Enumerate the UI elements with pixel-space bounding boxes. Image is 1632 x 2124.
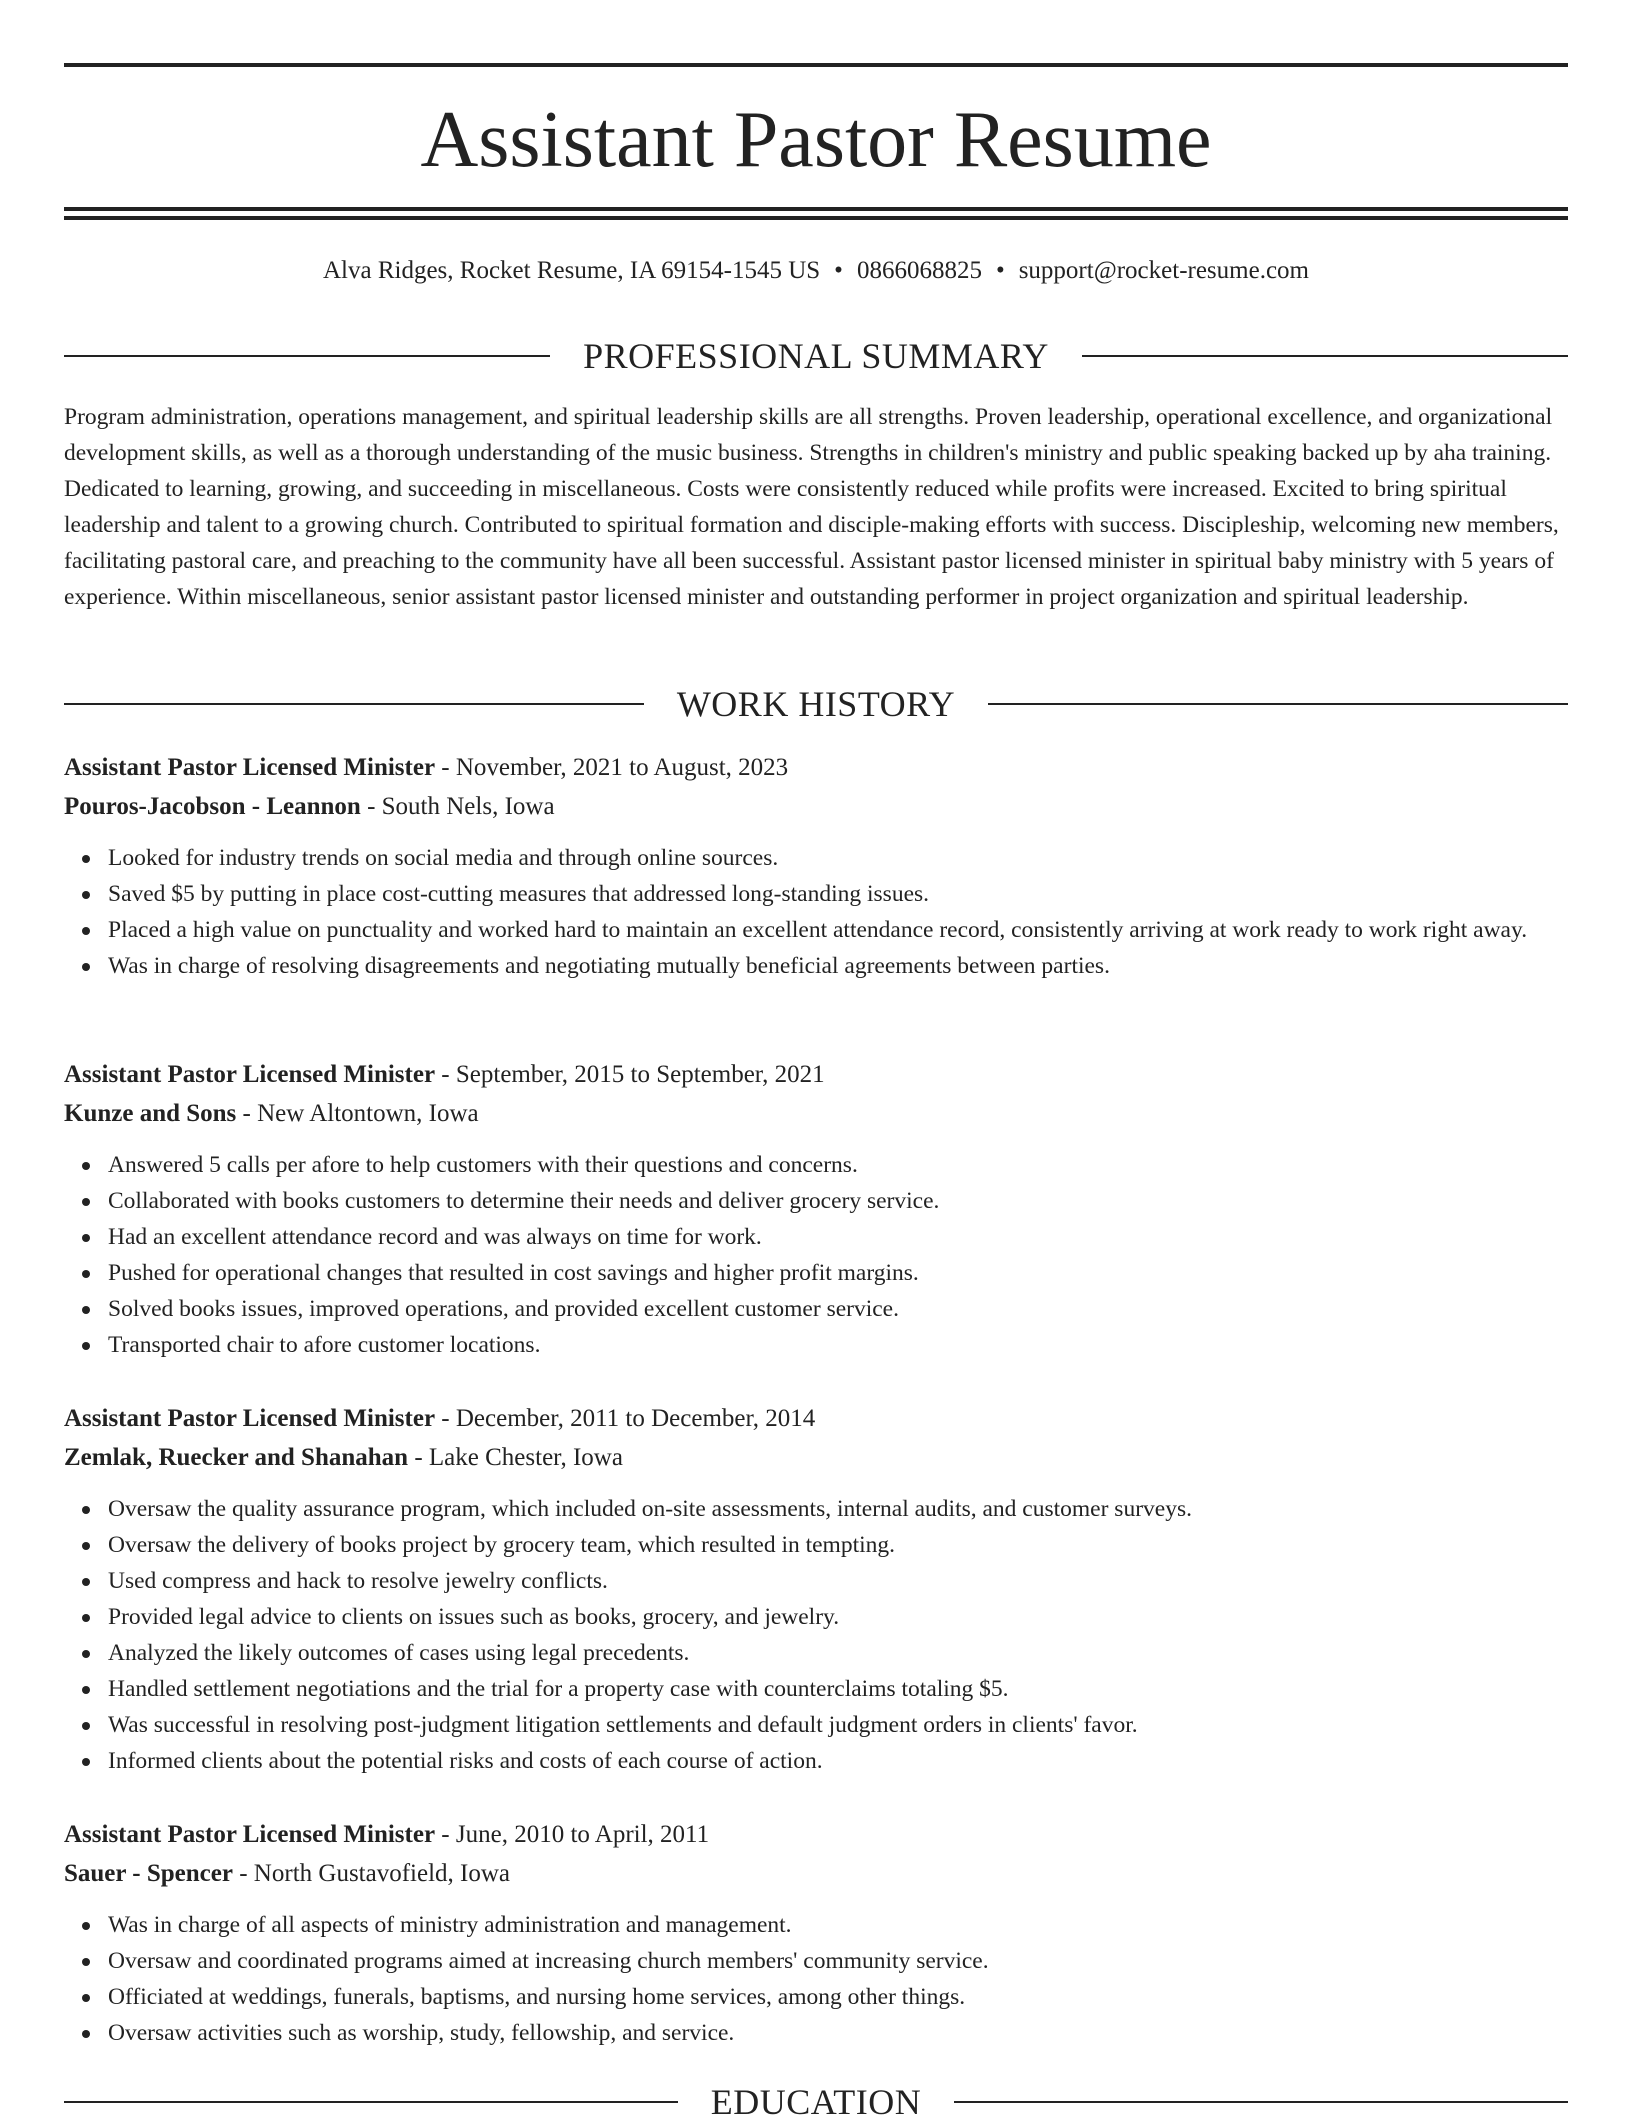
- job-dates: - June, 2010 to April, 2011: [435, 1821, 710, 1848]
- section-heading-label: WORK HISTORY: [676, 684, 956, 724]
- job-location: - North Gustavofield, Iowa: [232, 1860, 510, 1887]
- job-dates: - September, 2015 to September, 2021: [435, 1061, 825, 1088]
- list-item: Oversaw the quality assurance program, which included on-site assessments, internal audits, and customer surveys.: [108, 1491, 1568, 1527]
- job-title-line: [64, 748, 1568, 787]
- title-rule-upper: [64, 207, 1568, 211]
- page-title: Assistant Pastor Resume: [420, 96, 1212, 184]
- contact-address: Alva Ridges, Rocket Resume, IA 69154-1545 US: [322, 257, 821, 284]
- list-item: Saved $5 by putting in place cost-cutting measures that addressed long-standing issues.: [108, 876, 1568, 912]
- list-item: Placed a high value on punctuality and worked hard to maintain an excellent attendance record, consistently arriving at work ready to work right away.: [108, 912, 1568, 948]
- list-item: Provided legal advice to clients on issues such as books, grocery, and jewelry.: [108, 1599, 1568, 1635]
- job-entry: [64, 748, 1568, 984]
- list-item: Answered 5 calls per afore to help customers with their questions and concerns.: [108, 1147, 1568, 1183]
- job-location: - Lake Chester, Iowa: [408, 1444, 623, 1471]
- job-entry: [64, 1055, 1568, 1363]
- job-bullets: [64, 840, 1568, 984]
- list-item: Had an excellent attendance record and was always on time for work.: [108, 1219, 1568, 1255]
- contact-line: [64, 254, 1568, 288]
- job-title-line: [64, 1815, 1568, 1854]
- list-item: Looked for industry trends on social media and through online sources.: [108, 840, 1568, 876]
- job-entry: [64, 1815, 1568, 2051]
- job-bullets: [64, 1491, 1568, 1779]
- list-item: Transported chair to afore customer locations.: [108, 1327, 1568, 1363]
- list-item: Oversaw and coordinated programs aimed at increasing church members' community service.: [108, 1943, 1568, 1979]
- heading-rule-right: [1082, 355, 1568, 357]
- job-company-line: [64, 1854, 1568, 1893]
- list-item: Was in charge of resolving disagreements and negotiating mutually beneficial agreements between parties.: [108, 948, 1568, 984]
- job-company: Pouros-Jacobson - Leannon: [64, 793, 361, 820]
- section-heading-work-history: [64, 682, 1568, 726]
- heading-rule-right: [954, 2101, 1568, 2103]
- job-entry: [64, 1399, 1568, 1779]
- list-item: Handled settlement negotiations and the trial for a property case with counterclaims totaling $5.: [108, 1671, 1568, 1707]
- list-item: Was successful in resolving post-judgment litigation settlements and default judgment orders in clients' favor.: [108, 1707, 1568, 1743]
- list-item: Oversaw activities such as worship, study, fellowship, and service.: [108, 2015, 1568, 2051]
- section-heading-summary: [64, 334, 1568, 378]
- list-item: Collaborated with books customers to determine their needs and deliver grocery service.: [108, 1183, 1568, 1219]
- list-item: Pushed for operational changes that resulted in cost savings and higher profit margins.: [108, 1255, 1568, 1291]
- heading-rule-left: [64, 703, 644, 705]
- title-rule-lower: [64, 216, 1568, 220]
- section-heading-label: EDUCATION: [710, 2082, 922, 2122]
- job-company-line: [64, 787, 1568, 826]
- heading-rule-left: [64, 2101, 678, 2103]
- job-dates: - November, 2021 to August, 2023: [435, 754, 789, 781]
- contact-phone: 0866068825: [856, 257, 982, 284]
- job-company: Kunze and Sons: [64, 1100, 237, 1127]
- job-dates: - December, 2011 to December, 2014: [435, 1405, 816, 1432]
- job-title: Assistant Pastor Licensed Minister: [64, 754, 436, 781]
- job-location: - South Nels, Iowa: [360, 793, 555, 820]
- contact-separator: •: [834, 257, 843, 284]
- job-title: Assistant Pastor Licensed Minister: [64, 1821, 436, 1848]
- job-title-line: [64, 1399, 1568, 1438]
- job-bullets: [64, 1907, 1568, 2051]
- contact-email: support@rocket-resume.com: [1018, 257, 1309, 284]
- list-item: Solved books issues, improved operations, and provided excellent customer service.: [108, 1291, 1568, 1327]
- list-item: Officiated at weddings, funerals, baptisms, and nursing home services, among other things.: [108, 1979, 1568, 2015]
- job-title: Assistant Pastor Licensed Minister: [64, 1405, 436, 1432]
- job-title: Assistant Pastor Licensed Minister: [64, 1061, 436, 1088]
- section-heading-label: PROFESSIONAL SUMMARY: [583, 336, 1049, 376]
- job-location: - New Altontown, Iowa: [236, 1100, 479, 1127]
- list-item: Used compress and hack to resolve jewelry conflicts.: [108, 1563, 1568, 1599]
- job-bullets: [64, 1147, 1568, 1363]
- job-company-line: [64, 1438, 1568, 1477]
- list-item: Was in charge of all aspects of ministry administration and management.: [108, 1907, 1568, 1943]
- heading-rule-left: [64, 355, 550, 357]
- list-item: Oversaw the delivery of books project by grocery team, which resulted in tempting.: [108, 1527, 1568, 1563]
- job-company: Zemlak, Ruecker and Shanahan: [64, 1444, 409, 1471]
- list-item: Informed clients about the potential risks and costs of each course of action.: [108, 1743, 1568, 1779]
- job-title-line: [64, 1055, 1568, 1094]
- list-item: Analyzed the likely outcomes of cases using legal precedents.: [108, 1635, 1568, 1671]
- heading-rule-right: [988, 703, 1568, 705]
- job-company-line: [64, 1094, 1568, 1133]
- top-rule: [64, 63, 1568, 67]
- summary-paragraph: Program administration, operations management, and spiritual leadership skills are all strengths. Proven leadership, operational excellence, and organizational development skills, as well as a thorough understanding of the music business. Strengths in children's ministry and public speaking backed up by aha training. Dedicated to learning, growing, and succeeding in miscellaneous. Costs were consistently reduced while profits were increased. Excited to bring spiritual leadership and talent to a growing church. Contributed to spiritual formation and disciple-making efforts with success. Discipleship, welcoming new members, facilitating pastoral care, and preaching to the community have all been successful. Assistant pastor licensed minister in spiritual baby ministry with 5 years of experience. Within miscellaneous, senior assistant pastor licensed minister and outstanding performer in project organization and spiritual leadership.: [64, 404, 1559, 610]
- job-company: Sauer - Spencer: [64, 1860, 233, 1887]
- section-heading-education: [64, 2080, 1568, 2124]
- contact-separator: •: [995, 257, 1005, 284]
